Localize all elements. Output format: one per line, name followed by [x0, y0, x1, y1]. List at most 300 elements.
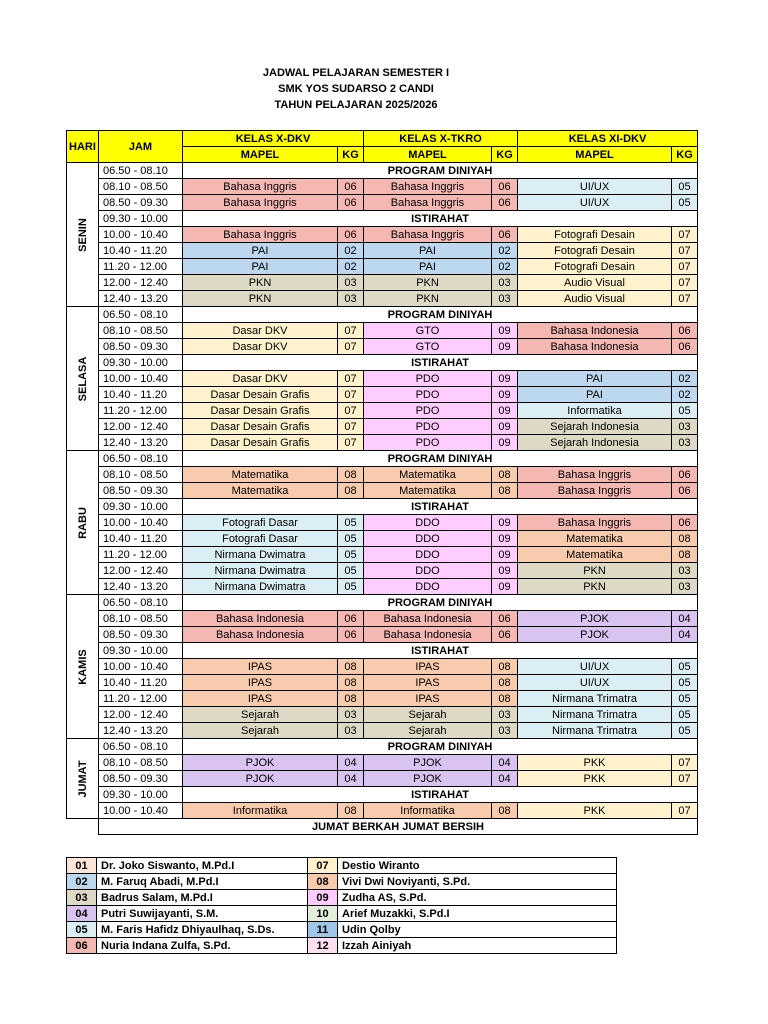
teacher-code-cell: 05	[338, 579, 364, 595]
schedule-row	[67, 467, 698, 483]
teacher-code-cell: 07	[672, 227, 698, 243]
teacher-code-cell: 07	[672, 243, 698, 259]
teacher-code-cell: 02	[338, 243, 364, 259]
teacher-code-cell: 03	[672, 435, 698, 451]
subject-cell: PAI	[518, 387, 672, 403]
subject-cell: Bahasa Inggris	[183, 227, 338, 243]
schedule-row	[67, 387, 698, 403]
subject-cell: Bahasa Inggris	[364, 195, 492, 211]
schedule-row	[67, 179, 698, 195]
time-cell: 08.10 - 08.50	[99, 611, 183, 627]
merged-session-cell: ISTIRAHAT	[183, 211, 698, 227]
subject-cell: UI/UX	[518, 179, 672, 195]
teacher-code-cell: 04	[492, 771, 518, 787]
teacher-name: Badrus Salam, M.Pd.I	[97, 890, 308, 906]
teacher-code-cell: 08	[338, 467, 364, 483]
subject-cell: Nirmana Dwimatra	[183, 547, 338, 563]
subject-cell: Matematika	[183, 467, 338, 483]
teacher-code-cell: 02	[338, 259, 364, 275]
subject-cell: Audio Visual	[518, 291, 672, 307]
subject-cell: IPAS	[183, 675, 338, 691]
subject-cell: PDO	[364, 371, 492, 387]
day-label: RABU	[76, 506, 89, 539]
teacher-code-cell: 07	[672, 803, 698, 819]
subject-cell: Sejarah	[364, 723, 492, 739]
teacher-code-cell: 05	[338, 563, 364, 579]
teacher-code-cell: 03	[672, 579, 698, 595]
teacher-code-cell: 06	[492, 627, 518, 643]
teacher-code-cell: 06	[338, 179, 364, 195]
teacher-code-cell: 09	[492, 515, 518, 531]
schedule-row	[67, 531, 698, 547]
time-cell: 06.50 - 08.10	[99, 307, 183, 323]
teacher-name: Zudha AS, S.Pd.	[338, 890, 617, 906]
subject-cell: PAI	[364, 243, 492, 259]
teacher-code: 02	[67, 874, 97, 890]
teacher-code-cell: 03	[492, 723, 518, 739]
subject-cell: Sejarah	[364, 707, 492, 723]
teacher-code-cell: 05	[338, 531, 364, 547]
subject-cell: UI/UX	[518, 195, 672, 211]
subject-cell: Matematika	[364, 467, 492, 483]
day-label: JUMAT	[76, 759, 89, 798]
time-cell: 09.30 - 10.00	[99, 643, 183, 659]
subject-cell: PDO	[364, 419, 492, 435]
teacher-code-cell: 07	[672, 771, 698, 787]
teacher-name: M. Faruq Abadi, M.Pd.I	[97, 874, 308, 890]
teacher-code-cell: 08	[492, 691, 518, 707]
time-cell: 10.40 - 11.20	[99, 531, 183, 547]
teacher-name: Destio Wiranto	[338, 858, 617, 874]
time-cell: 08.50 - 09.30	[99, 771, 183, 787]
teacher-code-cell: 07	[338, 387, 364, 403]
teacher-code-cell: 09	[492, 531, 518, 547]
schedule-row	[67, 579, 698, 595]
schedule-row	[67, 675, 698, 691]
schedule-row	[67, 291, 698, 307]
subject-cell: PJOK	[183, 755, 338, 771]
teacher-code-cell: 06	[492, 195, 518, 211]
subject-cell: Bahasa Inggris	[364, 227, 492, 243]
schedule-row	[67, 259, 698, 275]
teacher-code-cell: 08	[338, 675, 364, 691]
merged-session-cell: PROGRAM DINIYAH	[183, 163, 698, 179]
schedule-row	[67, 355, 698, 371]
teacher-code-cell: 08	[338, 803, 364, 819]
teacher-code-cell: 08	[492, 675, 518, 691]
teacher-legend-body	[67, 858, 617, 954]
teacher-legend-row	[67, 874, 617, 890]
teacher-code-cell: 07	[672, 275, 698, 291]
time-cell: 06.50 - 08.10	[99, 739, 183, 755]
schedule-row	[67, 691, 698, 707]
teacher-code-cell: 07	[338, 323, 364, 339]
schedule-row	[67, 787, 698, 803]
teacher-code-cell: 02	[492, 243, 518, 259]
teacher-legend-row	[67, 890, 617, 906]
time-cell: 09.30 - 10.00	[99, 211, 183, 227]
time-cell: 11.20 - 12.00	[99, 547, 183, 563]
subject-cell: PJOK	[518, 611, 672, 627]
schedule-row	[67, 403, 698, 419]
merged-session-cell: ISTIRAHAT	[183, 355, 698, 371]
time-cell: 08.10 - 08.50	[99, 323, 183, 339]
subject-cell: PJOK	[183, 771, 338, 787]
subject-cell: PAI	[364, 259, 492, 275]
time-cell: 10.40 - 11.20	[99, 387, 183, 403]
teacher-code-cell: 09	[492, 339, 518, 355]
time-cell: 12.40 - 13.20	[99, 579, 183, 595]
teacher-code-cell: 09	[492, 419, 518, 435]
subject-cell: Matematika	[183, 483, 338, 499]
teacher-code: 06	[67, 938, 97, 954]
document-title	[0, 65, 712, 113]
teacher-code-cell: 05	[672, 403, 698, 419]
time-cell: 08.10 - 08.50	[99, 467, 183, 483]
schedule-row	[67, 611, 698, 627]
teacher-code-cell: 02	[672, 387, 698, 403]
subject-cell: PAI	[183, 243, 338, 259]
subject-cell: Bahasa Inggris	[183, 195, 338, 211]
subject-cell: Fotografi Desain	[518, 243, 672, 259]
subject-cell: DDO	[364, 579, 492, 595]
time-cell: 08.10 - 08.50	[99, 755, 183, 771]
teacher-code-cell: 04	[338, 755, 364, 771]
teacher-code-cell: 03	[492, 291, 518, 307]
subject-cell: PKN	[364, 275, 492, 291]
schedule-row	[67, 771, 698, 787]
teacher-code-cell: 07	[338, 339, 364, 355]
teacher-code-cell: 06	[492, 179, 518, 195]
schedule-row	[67, 371, 698, 387]
subject-cell: Bahasa Inggris	[183, 179, 338, 195]
time-cell: 10.00 - 10.40	[99, 371, 183, 387]
teacher-code-cell: 05	[672, 675, 698, 691]
time-cell: 08.50 - 09.30	[99, 339, 183, 355]
header-class-x-tkro: KELAS X-TKRO	[364, 131, 518, 147]
teacher-code-cell: 06	[672, 483, 698, 499]
teacher-name: Dr. Joko Siswanto, M.Pd.I	[97, 858, 308, 874]
day-label: SELASA	[76, 356, 89, 401]
teacher-code-cell: 05	[338, 515, 364, 531]
subject-cell: Bahasa Indonesia	[364, 627, 492, 643]
header-hari: HARI	[67, 131, 99, 163]
time-cell: 06.50 - 08.10	[99, 163, 183, 179]
academic-year: TAHUN PELAJARAN 2025/2026	[274, 99, 438, 111]
time-cell: 11.20 - 12.00	[99, 403, 183, 419]
subject-cell: Dasar DKV	[183, 339, 338, 355]
schedule-row	[67, 723, 698, 739]
header-kg: KG	[672, 147, 698, 163]
teacher-code-cell: 08	[672, 547, 698, 563]
schedule-row	[67, 275, 698, 291]
teacher-code-cell: 08	[672, 531, 698, 547]
time-cell: 10.00 - 10.40	[99, 803, 183, 819]
teacher-code-cell: 04	[492, 755, 518, 771]
subject-cell: Bahasa Inggris	[518, 467, 672, 483]
merged-session-cell: PROGRAM DINIYAH	[183, 739, 698, 755]
subject-cell: GTO	[364, 323, 492, 339]
schedule-row	[67, 739, 698, 755]
subject-cell: PJOK	[364, 755, 492, 771]
subject-cell: Dasar DKV	[183, 371, 338, 387]
time-cell: 12.40 - 13.20	[99, 723, 183, 739]
subject-cell: Fotografi Desain	[518, 259, 672, 275]
subject-cell: Sejarah Indonesia	[518, 435, 672, 451]
subject-cell: Bahasa Indonesia	[518, 323, 672, 339]
subject-cell: Informatika	[364, 803, 492, 819]
teacher-code-cell: 06	[338, 195, 364, 211]
teacher-code-cell: 03	[492, 275, 518, 291]
teacher-code-cell: 09	[492, 579, 518, 595]
schedule-row	[67, 243, 698, 259]
subject-cell: Nirmana Trimatra	[518, 723, 672, 739]
subject-cell: Fotografi Dasar	[183, 515, 338, 531]
time-cell: 11.20 - 12.00	[99, 259, 183, 275]
teacher-code-cell: 08	[492, 483, 518, 499]
time-cell: 06.50 - 08.10	[99, 451, 183, 467]
teacher-code: 04	[67, 906, 97, 922]
schedule-row	[67, 435, 698, 451]
time-cell: 12.40 - 13.20	[99, 291, 183, 307]
teacher-code-cell: 03	[338, 275, 364, 291]
time-cell: 12.00 - 12.40	[99, 419, 183, 435]
time-cell: 12.40 - 13.20	[99, 435, 183, 451]
time-cell: 10.40 - 11.20	[99, 675, 183, 691]
teacher-code-cell: 09	[492, 435, 518, 451]
schedule-row	[67, 307, 698, 323]
subject-cell: Dasar Desain Grafis	[183, 435, 338, 451]
day-cell	[67, 163, 99, 307]
teacher-code: 07	[308, 858, 338, 874]
teacher-code-cell: 05	[672, 195, 698, 211]
merged-session-cell: ISTIRAHAT	[183, 787, 698, 803]
merged-session-cell: ISTIRAHAT	[183, 643, 698, 659]
schedule-row	[67, 595, 698, 611]
teacher-code: 01	[67, 858, 97, 874]
teacher-code-cell: 04	[672, 627, 698, 643]
teacher-code-cell: 07	[672, 755, 698, 771]
teacher-legend-row	[67, 906, 617, 922]
subject-cell: PJOK	[518, 627, 672, 643]
merged-session-cell: PROGRAM DINIYAH	[183, 595, 698, 611]
subject-cell: Dasar Desain Grafis	[183, 419, 338, 435]
schedule-row	[67, 195, 698, 211]
time-cell: 12.00 - 12.40	[99, 275, 183, 291]
teacher-code-cell: 07	[338, 403, 364, 419]
subject-cell: Matematika	[518, 547, 672, 563]
subject-cell: PAI	[518, 371, 672, 387]
time-cell: 12.00 - 12.40	[99, 707, 183, 723]
subject-cell: PDO	[364, 387, 492, 403]
subject-cell: IPAS	[364, 691, 492, 707]
teacher-code-cell: 08	[492, 803, 518, 819]
subject-cell: PKN	[183, 291, 338, 307]
teacher-code-cell: 03	[672, 419, 698, 435]
subject-cell: GTO	[364, 339, 492, 355]
subject-cell: Dasar Desain Grafis	[183, 403, 338, 419]
time-cell: 09.30 - 10.00	[99, 355, 183, 371]
title-line-1: JADWAL PELAJARAN SEMESTER I	[262, 67, 450, 79]
teacher-code-cell: 09	[492, 323, 518, 339]
header-kg: KG	[492, 147, 518, 163]
header-class-x-dkv: KELAS X-DKV	[183, 131, 364, 147]
schedule-row	[67, 323, 698, 339]
teacher-code-cell: 06	[672, 339, 698, 355]
subject-cell: Fotografi Desain	[518, 227, 672, 243]
subject-cell: Bahasa Inggris	[364, 179, 492, 195]
time-cell: 11.20 - 12.00	[99, 691, 183, 707]
subject-cell: Dasar DKV	[183, 323, 338, 339]
teacher-code: 10	[308, 906, 338, 922]
teacher-name: Vivi Dwi Noviyanti, S.Pd.	[338, 874, 617, 890]
teacher-code-cell: 07	[672, 259, 698, 275]
subject-cell: PKN	[364, 291, 492, 307]
merged-session-cell: PROGRAM DINIYAH	[183, 451, 698, 467]
schedule-row	[67, 547, 698, 563]
subject-cell: PDO	[364, 403, 492, 419]
teacher-legend-row	[67, 938, 617, 954]
schedule-header	[67, 131, 698, 163]
teacher-code-cell: 05	[672, 691, 698, 707]
subject-cell: Informatika	[518, 403, 672, 419]
subject-cell: DDO	[364, 563, 492, 579]
teacher-code-cell: 03	[492, 707, 518, 723]
teacher-code-cell: 06	[338, 627, 364, 643]
schedule-body	[67, 163, 698, 819]
teacher-code-cell: 07	[338, 435, 364, 451]
subject-cell: Bahasa Indonesia	[364, 611, 492, 627]
subject-cell: IPAS	[183, 659, 338, 675]
teacher-name: Nuria Indana Zulfa, S.Pd.	[97, 938, 308, 954]
subject-cell: Audio Visual	[518, 275, 672, 291]
time-cell: 06.50 - 08.10	[99, 595, 183, 611]
header-jam: JAM	[99, 131, 183, 163]
subject-cell: PKK	[518, 755, 672, 771]
subject-cell: Nirmana Dwimatra	[183, 579, 338, 595]
subject-cell: Informatika	[183, 803, 338, 819]
teacher-legend-table	[66, 857, 617, 954]
day-label: SENIN	[76, 217, 89, 252]
teacher-code-cell: 06	[338, 227, 364, 243]
schedule-row	[67, 483, 698, 499]
teacher-code-cell: 08	[338, 691, 364, 707]
day-cell	[67, 307, 99, 451]
schedule-row	[67, 227, 698, 243]
teacher-name: Izzah Ainiyah	[338, 938, 617, 954]
subject-cell: Dasar Desain Grafis	[183, 387, 338, 403]
teacher-name: Putri Suwijayanti, S.M.	[97, 906, 308, 922]
subject-cell: Bahasa Inggris	[518, 515, 672, 531]
subject-cell: UI/UX	[518, 659, 672, 675]
teacher-code-cell: 06	[672, 467, 698, 483]
subject-cell: Fotografi Dasar	[183, 531, 338, 547]
subject-cell: PKN	[183, 275, 338, 291]
subject-cell: Matematika	[518, 531, 672, 547]
teacher-code-cell: 04	[672, 611, 698, 627]
teacher-code-cell: 06	[492, 227, 518, 243]
teacher-code-cell: 09	[492, 387, 518, 403]
schedule-row	[67, 803, 698, 819]
teacher-code-cell: 05	[672, 179, 698, 195]
time-cell: 08.50 - 09.30	[99, 483, 183, 499]
teacher-legend-row	[67, 922, 617, 938]
teacher-name: M. Faris Hafidz Dhiyaulhaq, S.Ds.	[97, 922, 308, 938]
time-cell: 09.30 - 10.00	[99, 499, 183, 515]
subject-cell: Sejarah Indonesia	[518, 419, 672, 435]
subject-cell: Bahasa Indonesia	[518, 339, 672, 355]
subject-cell: DDO	[364, 547, 492, 563]
subject-cell: IPAS	[364, 675, 492, 691]
time-cell: 08.50 - 09.30	[99, 627, 183, 643]
teacher-code: 09	[308, 890, 338, 906]
teacher-code: 11	[308, 922, 338, 938]
teacher-code-cell: 03	[672, 563, 698, 579]
subject-cell: PKN	[518, 579, 672, 595]
teacher-name: Arief Muzakki, S.Pd.I	[338, 906, 617, 922]
header-mapel: MAPEL	[183, 147, 338, 163]
teacher-code-cell: 07	[672, 291, 698, 307]
schedule-row	[67, 627, 698, 643]
subject-cell: Sejarah	[183, 723, 338, 739]
footer-slogan: JUMAT BERKAH JUMAT BERSIH	[99, 819, 698, 835]
subject-cell: Nirmana Trimatra	[518, 707, 672, 723]
subject-cell: IPAS	[364, 659, 492, 675]
teacher-code: 12	[308, 938, 338, 954]
subject-cell: Nirmana Dwimatra	[183, 563, 338, 579]
teacher-code-cell: 03	[338, 707, 364, 723]
subject-cell: DDO	[364, 531, 492, 547]
schedule-row	[67, 451, 698, 467]
teacher-code-cell: 07	[338, 419, 364, 435]
teacher-code-cell: 06	[672, 323, 698, 339]
header-mapel: MAPEL	[364, 147, 492, 163]
day-label: KAMIS	[76, 648, 89, 685]
merged-session-cell: PROGRAM DINIYAH	[183, 307, 698, 323]
subject-cell: PKK	[518, 803, 672, 819]
school-name: SMK YOS SUDARSO 2 CANDI	[278, 83, 434, 95]
subject-cell: PDO	[364, 435, 492, 451]
subject-cell: Matematika	[364, 483, 492, 499]
subject-cell: Nirmana Trimatra	[518, 691, 672, 707]
schedule-row	[67, 563, 698, 579]
teacher-code-cell: 03	[338, 723, 364, 739]
teacher-code-cell: 05	[672, 707, 698, 723]
teacher-name: Udin Qolby	[338, 922, 617, 938]
header-class-xi-dkv: KELAS XI-DKV	[518, 131, 698, 147]
subject-cell: PAI	[183, 259, 338, 275]
day-cell	[67, 451, 99, 595]
day-cell	[67, 739, 99, 819]
time-cell: 08.50 - 09.30	[99, 195, 183, 211]
teacher-legend-row	[67, 858, 617, 874]
schedule-row	[67, 515, 698, 531]
header-kg: KG	[338, 147, 364, 163]
teacher-code-cell: 09	[492, 547, 518, 563]
teacher-code-cell: 09	[492, 371, 518, 387]
schedule-row	[67, 163, 698, 179]
schedule-table	[66, 130, 698, 835]
time-cell: 10.00 - 10.40	[99, 515, 183, 531]
schedule-row	[67, 707, 698, 723]
teacher-code: 03	[67, 890, 97, 906]
teacher-code-cell: 04	[338, 771, 364, 787]
teacher-code-cell: 06	[338, 611, 364, 627]
time-cell: 12.00 - 12.40	[99, 563, 183, 579]
schedule-row	[67, 419, 698, 435]
teacher-code-cell: 09	[492, 563, 518, 579]
schedule-row	[67, 643, 698, 659]
